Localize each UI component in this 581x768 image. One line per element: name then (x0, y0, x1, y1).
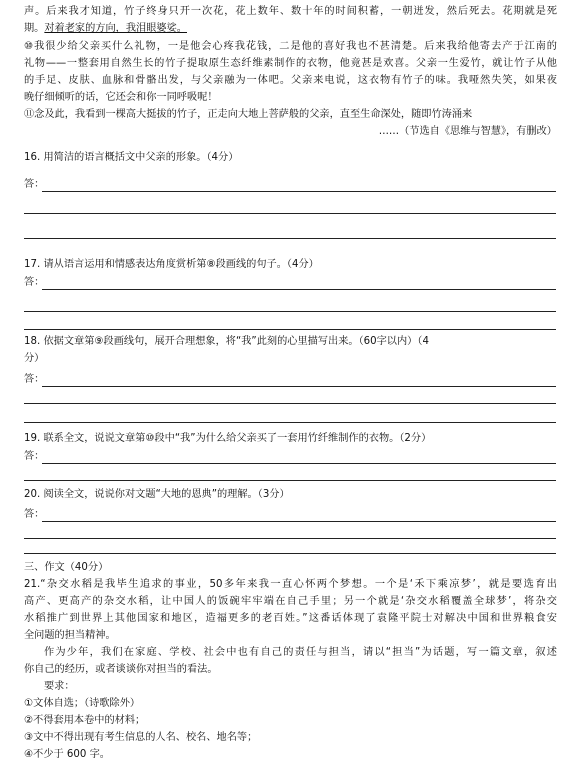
answer-line[interactable] (24, 311, 556, 312)
answer-label: 答： (24, 179, 45, 190)
composition-prompt-line: 全问题的担当精神。 (24, 630, 116, 641)
answer-line[interactable] (24, 213, 556, 214)
answer-label: 答： (24, 374, 45, 385)
composition-prompt-line: 你自己的经历，或者谈谈你对担当的看法。 (24, 664, 218, 675)
composition-prompt-line: 作为少年，我们在家庭、学校、社会中也有自己的责任与担当，请以“担当”为话题，写一篇文章，叙述 (44, 647, 557, 658)
question-16: 16. 用简洁的语言概括文中父亲的形象。（4分） (24, 152, 239, 163)
requirement-item: ①文体自选；（诗歌除外） (24, 698, 141, 709)
answer-label: 答： (24, 509, 45, 520)
underlined-sentence: 对着老家的方向，我泪眼婆娑。 (44, 23, 187, 34)
requirement-item: ④不少于 600 字。 (24, 749, 110, 760)
answer-line[interactable] (24, 238, 556, 239)
answer-line[interactable] (24, 553, 556, 554)
answer-line[interactable] (24, 403, 556, 404)
requirement-item: ③文中不得出现有考生信息的人名、校名、地名等； (24, 732, 258, 743)
question-20: 20. 阅读全文，说说你对文题“大地的恩典”的理解。（3分） (24, 489, 290, 500)
answer-line[interactable] (42, 386, 556, 387)
passage-line: 礼物——一整套用自然生长的竹子提取原生态纤维素制作的衣物，他竟甚是欢喜。父亲一生爱竹，就让竹子从他 (24, 58, 557, 69)
composition-prompt-line: 高产、更高产的杂交水稻，让中国人的饭碗牢牢端在自己手里；另一个就是‘杂交水稻覆盖全球梦’，将杂交 (24, 596, 557, 607)
question-17: 17. 请从语言运用和情感表达角度赏析第⑧段画线的句子。（4分） (24, 259, 319, 270)
answer-label: 答： (24, 451, 45, 462)
passage-text: 期。 (24, 23, 45, 34)
answer-line[interactable] (24, 329, 556, 330)
passage-line (24, 21, 557, 37)
answer-line[interactable] (24, 422, 556, 423)
composition-prompt-line: 21.“杂交水稻是我毕生追求的事业，50多年来我一直心怀两个梦想。一个是‘禾下乘凉梦’，就是要选育出 (24, 579, 557, 590)
passage-line: 声。后来我才知道，竹子终身只开一次花，花上数年、数十年的时间积蓄，一朝迸发，然后死去。花期就是死 (24, 6, 557, 17)
question-18-cont: 分） (24, 353, 45, 364)
passage-line: ⑩我很少给父亲买什么礼物，一是他会心疼我花钱，二是他的喜好我也不甚清楚。后来我给他寄去产于江南的 (24, 41, 557, 52)
answer-label: 答： (24, 277, 45, 288)
requirement-item: ②不得套用本卷中的材料； (24, 715, 146, 726)
composition-heading: 三、作文（40分） (24, 562, 109, 573)
answer-line[interactable] (42, 191, 556, 192)
answer-line[interactable] (42, 521, 556, 522)
passage-line: 晚仔细倾听的话，它还会和你一同呼吸呢！ (24, 92, 218, 103)
passage-line: ⑪念及此，我看到一棵高大挺拔的竹子，正走向大地上菩萨般的父亲，直至生命深处，随即竹涛涌来 (24, 109, 473, 120)
composition-prompt-line: 水稻推广到世界上其他国家和地区，造福更多的老百姓。”这番话体现了袁隆平院士对解决中国和世界粮食安 (24, 613, 557, 624)
answer-line[interactable] (24, 480, 556, 481)
requirements-title: 要求： (44, 681, 75, 692)
passage-line: 的手足、皮肤、血脉和骨骼出发，与父亲融为一体吧。父亲来电说，这衣物有竹子的味。我哑然失笑，如果夜 (24, 75, 557, 86)
question-19: 19. 联系全文，说说文章第⑩段中“我”为什么给父亲买了一套用竹纤维制作的衣物。（2分） (24, 433, 432, 444)
answer-line[interactable] (42, 463, 556, 464)
source-citation: ……（节选自《思维与智慧》，有删改） (378, 126, 557, 137)
answer-line[interactable] (24, 538, 556, 539)
answer-line[interactable] (42, 289, 556, 290)
question-18: 18. 依据文章第⑨段画线句，展开合理想象，将“我”此刻的心里描写出来。（60字以内）（4 (24, 336, 429, 347)
